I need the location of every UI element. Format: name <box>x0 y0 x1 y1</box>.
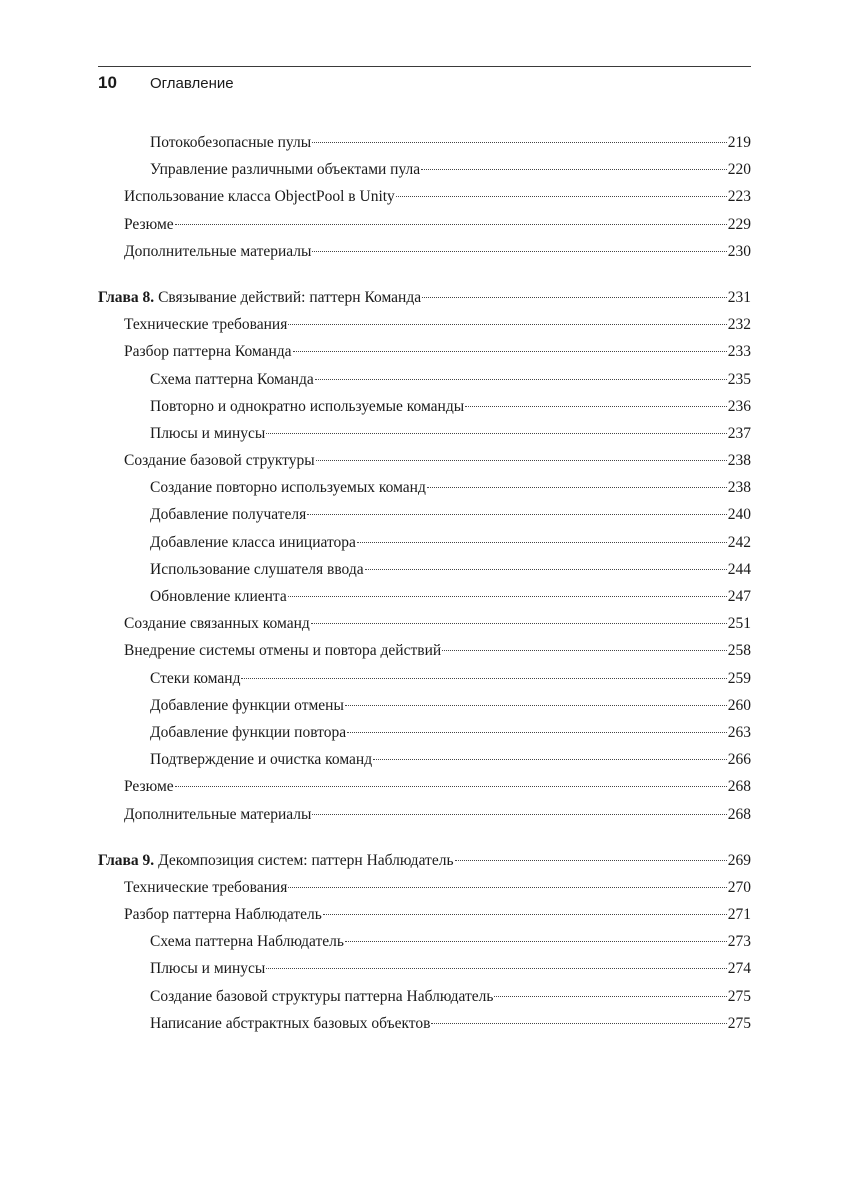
page-number: 10 <box>98 73 117 92</box>
toc-entry-title <box>150 1010 430 1037</box>
entry-text: Стеки команд <box>150 669 241 687</box>
dot-leader <box>421 169 727 170</box>
toc-entry-title <box>150 129 311 156</box>
dot-leader <box>455 860 727 861</box>
chapter-number: Глава 8. <box>98 288 155 306</box>
toc-entry[interactable] <box>98 746 751 773</box>
dot-leader <box>427 487 727 488</box>
toc-entry[interactable] <box>98 238 751 265</box>
dot-leader <box>241 678 726 679</box>
page-ref: 219 <box>727 134 751 151</box>
page-ref: 260 <box>727 696 751 714</box>
toc-entry[interactable] <box>98 211 751 238</box>
entry-text: Подтверждение и очистка команд <box>150 751 373 769</box>
page-ref: 240 <box>727 506 751 524</box>
entry-text: Декомпозиция систем: паттерн Наблюдатель <box>158 851 454 869</box>
entry-text: Написание абстрактных базовых объектов <box>150 1014 431 1032</box>
dot-leader <box>396 196 727 197</box>
toc-block <box>98 284 751 828</box>
dot-leader <box>323 914 727 915</box>
dot-leader <box>442 650 727 651</box>
toc-entry-title <box>150 474 426 501</box>
dot-leader <box>266 968 726 969</box>
entry-text: Потокобезопасные пулы <box>150 134 312 151</box>
toc-entry-title <box>124 311 287 338</box>
page-ref: 251 <box>727 615 751 633</box>
page-ref: 271 <box>727 906 751 924</box>
dot-leader <box>312 251 726 252</box>
toc-entry-title <box>124 447 315 474</box>
dot-leader <box>494 996 726 997</box>
toc-entry-title <box>150 583 287 610</box>
toc-entry[interactable] <box>98 529 751 556</box>
dot-leader <box>175 224 727 225</box>
toc-entry-title <box>150 746 372 773</box>
dot-leader <box>431 1023 726 1024</box>
page-ref: 247 <box>727 588 751 605</box>
toc-entry-title <box>124 801 311 828</box>
toc-entry[interactable] <box>98 156 751 183</box>
toc-entry[interactable] <box>98 665 751 692</box>
entry-text: Внедрение системы отмены и повтора действий <box>124 642 442 660</box>
page-ref: 263 <box>727 723 751 741</box>
running-title: Оглавление <box>150 75 234 92</box>
page-ref: 266 <box>727 751 751 769</box>
toc-entry[interactable] <box>98 719 751 746</box>
toc-entry-title <box>98 284 421 311</box>
entry-text: Резюме <box>124 215 174 233</box>
entry-text: Технические требования <box>124 878 288 896</box>
toc-entry[interactable] <box>98 474 751 501</box>
toc-entry[interactable] <box>98 420 751 447</box>
dot-leader <box>175 786 727 787</box>
toc-entry-title <box>98 847 454 874</box>
dot-leader <box>288 887 726 888</box>
dot-leader <box>345 941 727 942</box>
toc-entry-title <box>150 719 346 746</box>
entry-text: Резюме <box>124 778 174 796</box>
toc-entry-title <box>150 955 265 982</box>
toc-entry-title <box>124 610 310 637</box>
toc-entry[interactable] <box>98 556 751 583</box>
page-ref: 238 <box>727 452 751 470</box>
toc-entry[interactable] <box>98 1010 751 1037</box>
page-ref: 236 <box>727 397 751 415</box>
dot-leader <box>365 569 727 570</box>
page-ref: 238 <box>727 479 751 497</box>
toc-entry-title <box>150 393 464 420</box>
dot-leader <box>347 732 727 733</box>
dot-leader <box>316 460 727 461</box>
page-ref: 259 <box>727 669 751 687</box>
page-ref: 273 <box>727 933 751 951</box>
dot-leader <box>293 351 727 352</box>
toc-entry[interactable] <box>98 366 751 393</box>
entry-text: Плюсы и минусы <box>150 424 266 442</box>
toc-entry[interactable] <box>98 183 751 210</box>
toc-entry-title <box>150 529 356 556</box>
toc-entry[interactable] <box>98 692 751 719</box>
entry-text: Связывание действий: паттерн Команда <box>158 288 422 306</box>
page-ref: 223 <box>727 188 751 206</box>
toc-entry-title <box>150 983 493 1010</box>
page-ref: 269 <box>727 851 751 869</box>
table-of-contents <box>98 129 751 1056</box>
dot-leader <box>373 759 727 760</box>
toc-entry-title <box>124 773 174 800</box>
entry-text: Технические требования <box>124 316 288 334</box>
toc-block <box>98 847 751 1037</box>
toc-entry[interactable] <box>98 393 751 420</box>
toc-entry-title <box>124 183 395 210</box>
dot-leader <box>288 324 726 325</box>
page-ref: 268 <box>727 778 751 796</box>
toc-entry[interactable] <box>98 773 751 800</box>
dot-leader <box>312 142 727 143</box>
toc-entry-title <box>124 211 174 238</box>
toc-entry[interactable] <box>98 338 751 365</box>
toc-entry-title <box>150 156 420 183</box>
entry-text: Разбор паттерна Наблюдатель <box>124 906 322 924</box>
entry-text: Создание повторно используемых команд <box>150 479 426 497</box>
page-ref: 229 <box>727 215 751 233</box>
toc-entry-title <box>150 928 344 955</box>
entry-text: Схема паттерна Команда <box>150 370 314 388</box>
toc-entry-title <box>150 366 314 393</box>
toc-entry-title <box>150 665 240 692</box>
chapter-number: Глава 9. <box>98 851 155 869</box>
toc-entry[interactable] <box>98 583 751 610</box>
page-ref: 220 <box>727 161 751 179</box>
toc-entry-title <box>124 338 292 365</box>
page-ref: 244 <box>727 560 751 578</box>
page-ref: 237 <box>727 424 751 442</box>
entry-text: Добавление класса инициатора <box>150 533 356 551</box>
toc-entry-title <box>150 692 344 719</box>
entry-text: Дополнительные материалы <box>124 242 312 260</box>
toc-entry[interactable] <box>98 955 751 982</box>
entry-text: Плюсы и минусы <box>150 960 266 978</box>
toc-entry[interactable] <box>98 874 751 901</box>
page-ref: 274 <box>727 960 751 978</box>
dot-leader <box>422 297 727 298</box>
toc-entry-title <box>150 420 265 447</box>
dot-leader <box>357 542 727 543</box>
toc-chapter-entry[interactable] <box>98 847 751 874</box>
toc-entry-title <box>124 238 311 265</box>
toc-entry[interactable] <box>98 129 751 156</box>
toc-entry[interactable] <box>98 801 751 828</box>
dot-leader <box>288 596 727 597</box>
page-header <box>98 66 751 92</box>
entry-text: Создание базовой структуры паттерна Наблюдатель <box>150 987 494 1005</box>
page-ref: 268 <box>727 805 751 823</box>
dot-leader <box>345 705 727 706</box>
toc-entry[interactable] <box>98 501 751 528</box>
entry-text: Использование слушателя ввода <box>150 560 364 578</box>
page-ref: 232 <box>727 316 751 334</box>
page-ref: 275 <box>727 987 751 1005</box>
entry-text: Разбор паттерна Команда <box>124 343 292 361</box>
entry-text: Схема паттерна Наблюдатель <box>150 933 344 951</box>
toc-entry[interactable] <box>98 983 751 1010</box>
entry-text: Добавление функции отмены <box>150 696 344 714</box>
page-ref: 258 <box>727 642 751 660</box>
entry-text: Дополнительные материалы <box>124 805 312 823</box>
toc-chapter-entry[interactable] <box>98 284 751 311</box>
page-ref: 235 <box>727 370 751 388</box>
toc-entry[interactable] <box>98 311 751 338</box>
toc-entry-title <box>124 874 287 901</box>
entry-text: Повторно и однократно используемые команды <box>150 397 465 415</box>
page-ref: 242 <box>727 533 751 551</box>
dot-leader <box>307 514 726 515</box>
page-ref: 231 <box>727 288 751 306</box>
page-ref: 275 <box>727 1014 751 1032</box>
dot-leader <box>312 814 726 815</box>
entry-text: Создание базовой структуры <box>124 452 315 470</box>
toc-entry-title <box>150 556 364 583</box>
dot-leader <box>266 433 726 434</box>
page-ref: 230 <box>727 242 751 260</box>
entry-text: Использование класса ObjectPool в Unity <box>124 188 395 206</box>
toc-entry[interactable] <box>98 447 751 474</box>
page-ref: 233 <box>727 343 751 361</box>
toc-block <box>98 129 751 265</box>
toc-entry[interactable] <box>98 637 751 664</box>
dot-leader <box>315 379 727 380</box>
toc-entry-title <box>124 901 322 928</box>
page-ref: 270 <box>727 878 751 896</box>
entry-text: Управление различными объектами пула <box>150 161 421 179</box>
toc-entry[interactable] <box>98 610 751 637</box>
dot-leader <box>465 406 727 407</box>
entry-text: Создание связанных команд <box>124 615 310 633</box>
toc-entry[interactable] <box>98 928 751 955</box>
toc-entry[interactable] <box>98 901 751 928</box>
toc-entry-title <box>150 501 306 528</box>
entry-text: Обновление клиента <box>150 588 287 605</box>
entry-text: Добавление получателя <box>150 506 307 524</box>
toc-entry-title <box>124 637 441 664</box>
dot-leader <box>311 623 727 624</box>
entry-text: Добавление функции повтора <box>150 723 347 741</box>
